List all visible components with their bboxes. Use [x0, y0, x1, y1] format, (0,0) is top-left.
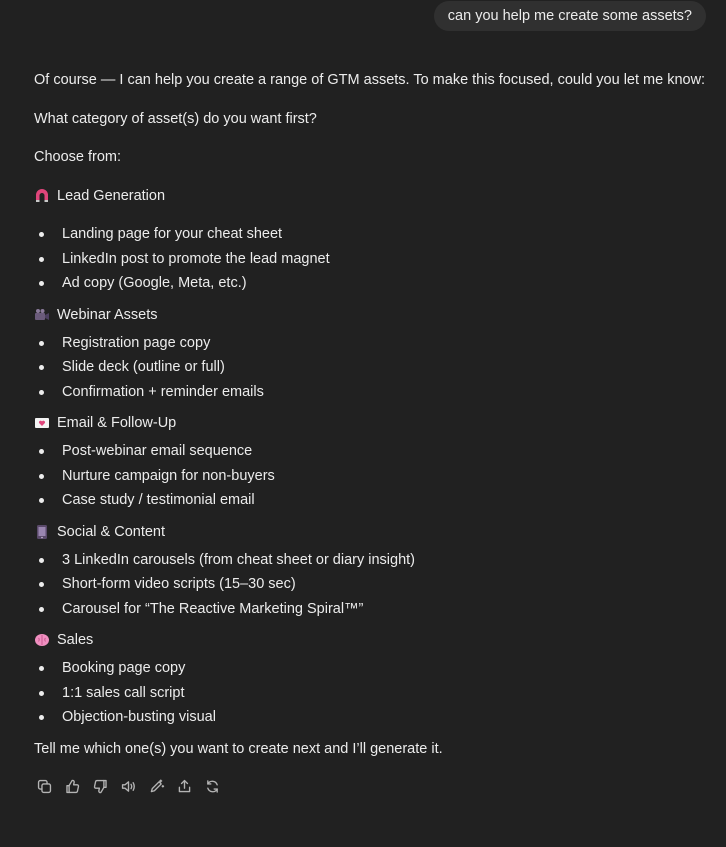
message-actions-toolbar [34, 776, 222, 796]
section-heading-social-content [34, 522, 165, 542]
section-heading-email-follow-up [34, 413, 176, 433]
section-title: Sales [57, 632, 94, 648]
read-aloud-icon [120, 778, 137, 795]
read-aloud-button[interactable] [118, 776, 138, 796]
section-heading-lead-generation [34, 186, 165, 206]
love-letter-icon [34, 415, 50, 431]
edit-in-canvas-button[interactable] [146, 776, 166, 796]
mobile-phone-icon [34, 524, 50, 540]
regenerate-button[interactable] [202, 776, 222, 796]
intro-text: Of course — I can help you create a range of GTM assets. To make this focused, could you let me know: [34, 72, 706, 88]
thumbs-up-icon [64, 778, 81, 795]
user-message-bubble [434, 1, 706, 31]
closing-text: Tell me which one(s) you want to create next and I’ll generate it. [34, 741, 443, 757]
user-message-text: can you help me create some assets? [447, 8, 692, 24]
share-icon [176, 778, 193, 795]
edit-icon [148, 778, 165, 795]
question-text: What category of asset(s) do you want first? [34, 111, 317, 127]
thumbs-down-icon [92, 778, 109, 795]
choose-text: Choose from: [34, 149, 122, 165]
brain-icon [34, 632, 50, 648]
copy-button[interactable] [34, 776, 54, 796]
copy-icon [36, 778, 53, 795]
section-heading-sales [34, 630, 93, 650]
section-title: Webinar Assets [57, 307, 158, 323]
regenerate-icon [204, 778, 221, 795]
magnet-icon [34, 188, 50, 204]
section-heading-webinar-assets [34, 305, 157, 325]
section-title: Social & Content [57, 524, 166, 540]
thumbs-down-button[interactable] [90, 776, 110, 796]
section-title: Lead Generation [57, 188, 166, 204]
section-title: Email & Follow-Up [57, 415, 177, 431]
thumbs-up-button[interactable] [62, 776, 82, 796]
share-button[interactable] [174, 776, 194, 796]
movie-camera-icon [34, 307, 50, 323]
